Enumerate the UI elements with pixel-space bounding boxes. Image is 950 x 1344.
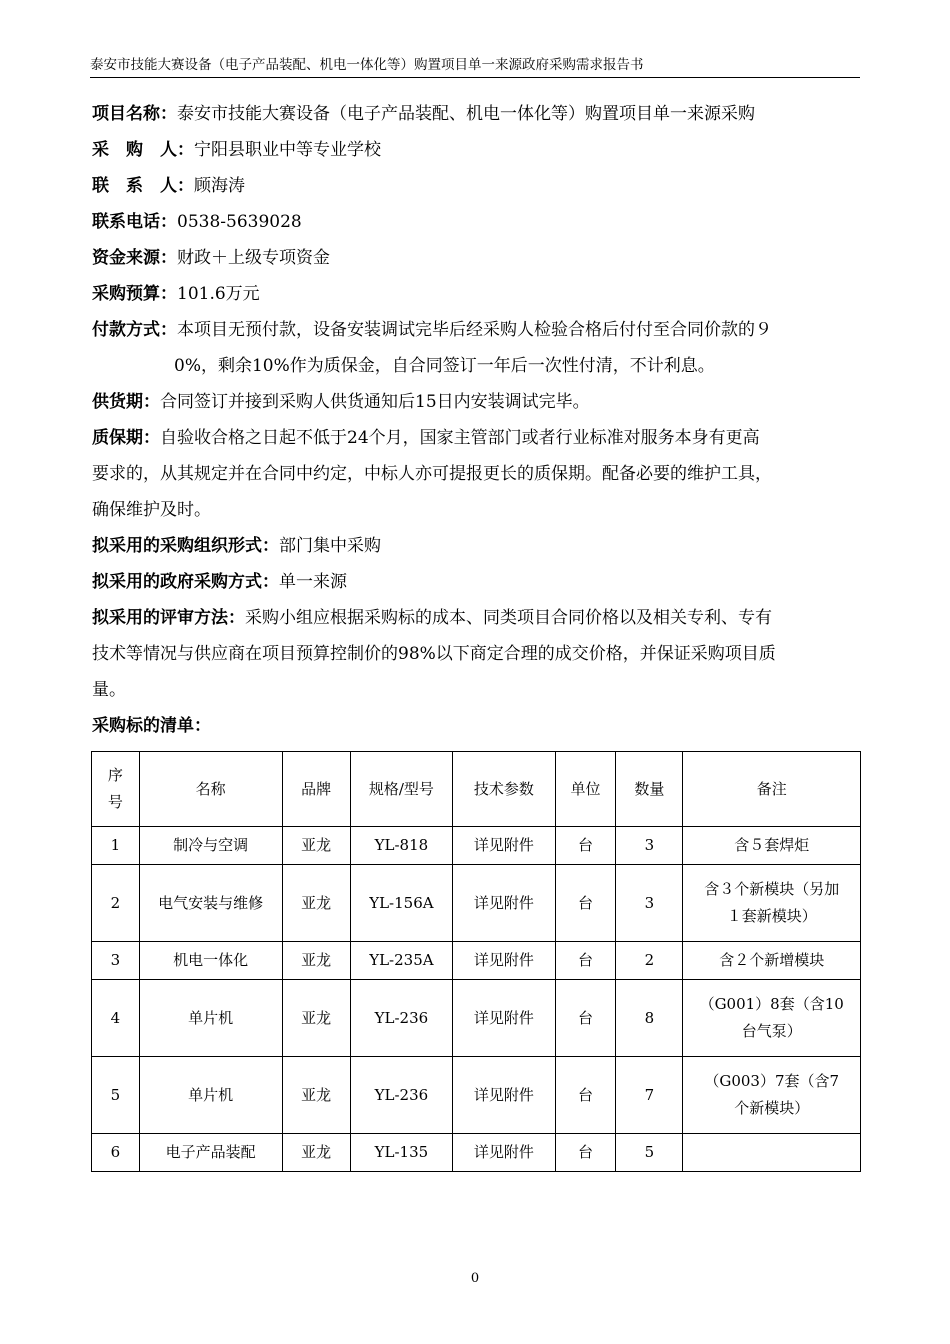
cell-unit: 台 [555,1134,616,1172]
cell-brand: 亚龙 [282,942,350,980]
table-row [92,1057,861,1134]
header-seq-line-2: 号 [107,793,123,811]
header-note: 备注 [683,752,861,827]
field-label: 拟采用的评审方法： [92,608,245,628]
header-qty: 数量 [616,752,683,827]
payment-terms-cont: 0%，剩余10%作为质保金，自合同签订一年后一次性付清，不计利息。 [174,356,715,376]
field-value: 合同签订并接到采购人供货通知后15日内安装调试完毕。 [160,392,590,412]
table-row [92,827,861,865]
field-label: 质保期： [92,428,160,448]
cell-seq: 3 [92,942,140,980]
cell-unit: 台 [555,980,616,1057]
field-label: 付款方式： [92,320,177,340]
cell-model: YL-235A [350,942,452,980]
cell-brand: 亚龙 [282,827,350,865]
field-label: 供货期： [92,392,160,412]
delivery-period [92,384,862,420]
cell-name: 机电一体化 [139,942,282,980]
cell-seq: 4 [92,980,140,1057]
field-label: 拟采用的采购组织形式： [92,536,279,556]
field-value: 宁阳县职业中等专业学校 [194,140,381,160]
field-budget [92,276,862,312]
note-line-1: 含３个新模块（另加 [704,880,840,898]
field-label: 采购预算： [92,284,177,304]
cell-qty: 5 [616,1134,683,1172]
cell-note [683,827,861,865]
note-line-1: 含２个新增模块 [719,951,825,969]
review-line-3: 量。 [92,680,126,700]
cell-unit: 台 [555,865,616,942]
field-label: 联 系 人： [92,176,194,196]
list-title: 采购标的清单： [92,716,211,736]
field-project-name [92,96,862,132]
field-label: 采 购 人： [92,140,194,160]
cell-qty: 7 [616,1057,683,1134]
cell-seq: 1 [92,827,140,865]
field-value: 0538-5639028 [177,212,302,232]
cell-spec: 详见附件 [453,827,555,865]
cell-spec: 详见附件 [453,942,555,980]
field-phone [92,204,862,240]
cell-brand: 亚龙 [282,1057,350,1134]
table-row [92,980,861,1057]
cell-note [683,865,861,942]
warranty-period [92,420,862,456]
header-seq [92,752,140,827]
note-line-2: 台气泵） [741,1022,802,1040]
cell-unit: 台 [555,1057,616,1134]
cell-brand: 亚龙 [282,865,350,942]
table-row [92,1134,861,1172]
cell-qty: 8 [616,980,683,1057]
header-name: 名称 [139,752,282,827]
field-purchaser [92,132,862,168]
note-line-1: 含５套焊炬 [734,836,810,854]
cell-unit: 台 [555,827,616,865]
field-label: 拟采用的政府采购方式： [92,572,279,592]
field-value: 顾海涛 [194,176,245,196]
cell-note [683,1134,861,1172]
table-row [92,865,861,942]
header-seq-line-1: 序 [107,766,123,784]
cell-qty: 3 [616,865,683,942]
cell-name: 制冷与空调 [139,827,282,865]
warranty-line-2: 要求的，从其规定并在合同中约定，中标人亦可提报更长的质保期。配备必要的维护工具， [92,464,772,484]
cell-spec: 详见附件 [453,1134,555,1172]
procurement-table [91,751,861,1172]
cell-spec: 详见附件 [453,980,555,1057]
cell-model: YL-818 [350,827,452,865]
field-value: 101.6万元 [177,284,260,304]
cell-unit: 台 [555,942,616,980]
note-line-2: １套新模块） [726,907,817,925]
cell-model: YL-135 [350,1134,452,1172]
org-form [92,528,862,564]
cell-model: YL-236 [350,980,452,1057]
header-spec: 技术参数 [453,752,555,827]
review-method [92,600,862,636]
document-body [92,96,862,744]
cell-name: 电子产品装配 [139,1134,282,1172]
payment-terms [92,312,862,348]
page-number: 0 [470,1271,480,1286]
cell-name: 单片机 [139,1057,282,1134]
note-line-2: 个新模块） [734,1099,810,1117]
cell-model: YL-236 [350,1057,452,1134]
cell-note [683,942,861,980]
field-value: 财政＋上级专项资金 [177,248,330,268]
cell-seq: 2 [92,865,140,942]
field-value: 单一来源 [279,572,347,592]
field-contact [92,168,862,204]
field-label: 联系电话： [92,212,177,232]
field-value: 部门集中采购 [279,536,381,556]
cell-model: YL-156A [350,865,452,942]
cell-spec: 详见附件 [453,1057,555,1134]
cell-brand: 亚龙 [282,1134,350,1172]
page-header: 泰安市技能大赛设备（电子产品装配、机电一体化等）购置项目单一来源政府采购需求报告书 [90,56,860,78]
cell-name: 电气安装与维修 [139,865,282,942]
table-row [92,942,861,980]
cell-qty: 2 [616,942,683,980]
procurement-method [92,564,862,600]
warranty-line-3: 确保维护及时。 [92,500,211,520]
cell-qty: 3 [616,827,683,865]
field-value: 本项目无预付款，设备安装调试完毕后经采购人检验合格后付付至合同价款的９ [177,320,772,340]
note-line-1: （G003）7套（含7 [704,1072,840,1090]
cell-brand: 亚龙 [282,980,350,1057]
field-label: 资金来源： [92,248,177,268]
note-line-1: （G001）8套（含10 [699,995,844,1013]
cell-seq: 5 [92,1057,140,1134]
cell-note [683,980,861,1057]
cell-seq: 6 [92,1134,140,1172]
field-label: 项目名称： [92,104,177,124]
header-model: 规格/型号 [350,752,452,827]
cell-name: 单片机 [139,980,282,1057]
field-funding [92,240,862,276]
review-line-2: 技术等情况与供应商在项目预算控制价的98%以下商定合理的成交价格，并保证采购项目质 [92,644,776,664]
header-brand: 品牌 [282,752,350,827]
table-header-row [92,752,861,827]
field-value: 采购小组应根据采购标的成本、同类项目合同价格以及相关专利、专有 [245,608,772,628]
header-unit: 单位 [555,752,616,827]
field-value: 泰安市技能大赛设备（电子产品装配、机电一体化等）购置项目单一来源采购 [177,104,755,124]
cell-note [683,1057,861,1134]
field-value: 自验收合格之日起不低于24个月，国家主管部门或者行业标准对服务本身有更高 [160,428,760,448]
cell-spec: 详见附件 [453,865,555,942]
